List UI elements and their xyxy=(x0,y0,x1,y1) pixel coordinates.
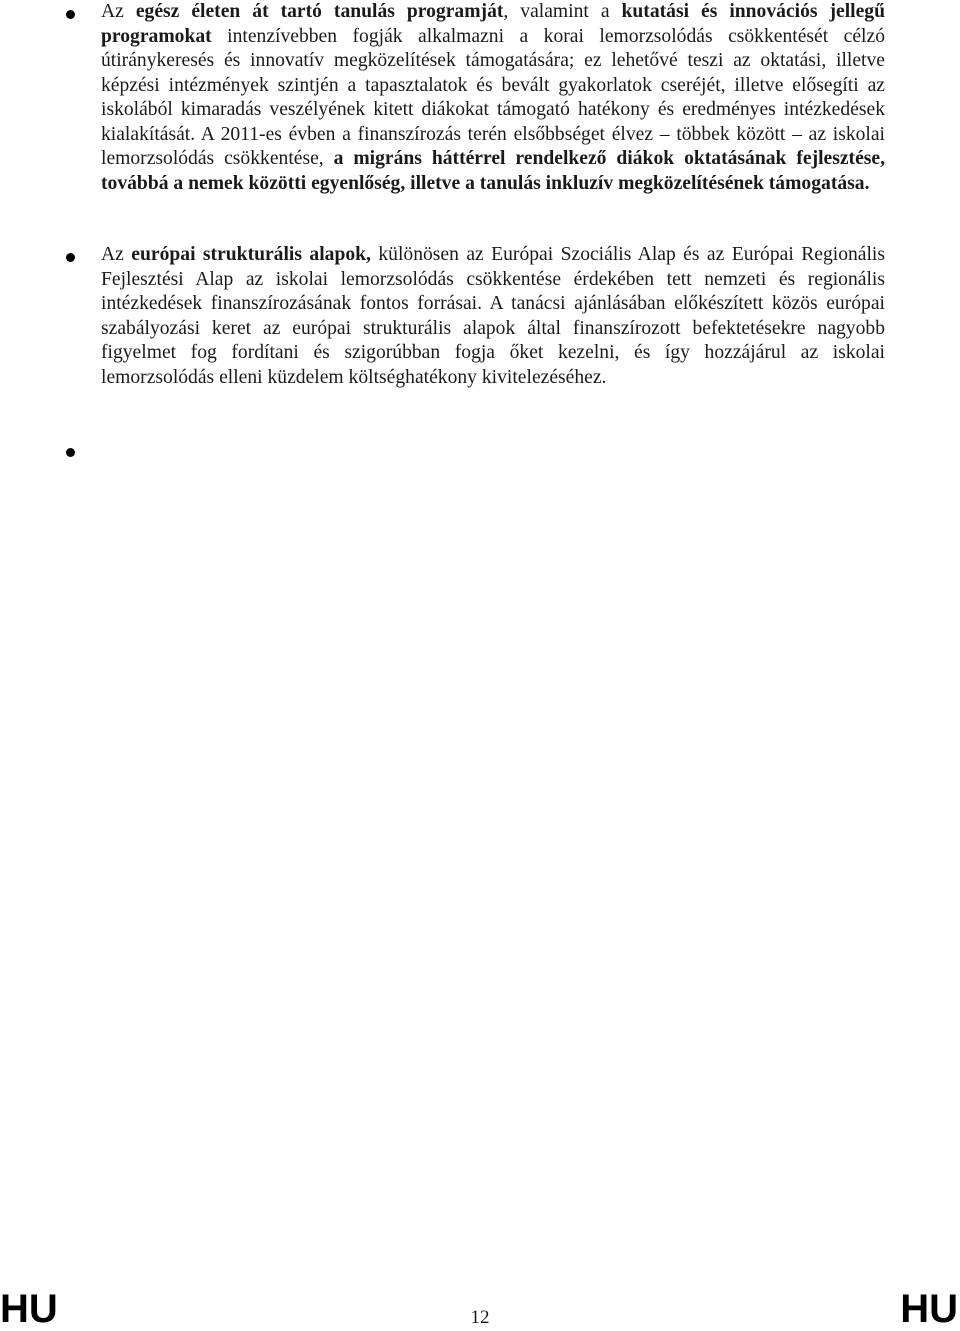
bullet-dot xyxy=(66,448,75,457)
text-segment: Az xyxy=(101,1,136,22)
text-segment: Az xyxy=(101,244,132,265)
page-number: 12 xyxy=(470,1307,490,1328)
footer-language-code-right: HU xyxy=(900,1287,958,1331)
bullet-dot xyxy=(66,253,75,262)
text-segment: különösen az Európai Szociális Alap és az Európai Regionális Fejlesztési Alap az iskolai lemorzsolódás csökkentése érdekében tett nemzeti és regionális intézkedések finanszírozásának fontos forrásai. A tanácsi ajánlásában előkészített közös európai szabályozási keret az európai strukturális alapok által finanszírozott befektetésekre nagyobb figyelmet fog fordítani és szigorúbban fogja őket kezelni, és így hozzájárul az iskolai lemorzsolódás elleni küzdelem költséghatékony kivitelezéséhez. xyxy=(101,244,885,388)
paragraph-structural-funds xyxy=(101,243,885,390)
paragraph-lifelong-learning xyxy=(101,0,885,196)
text-segment-bold: a migráns háttérrel rendelkező diákok oktatásának fejlesztése, továbbá a nemek közötti egyenlőség, illetve a tanulás inkluzív megközelítésének támogatása. xyxy=(101,148,886,194)
footer-language-code-left: HU xyxy=(0,1287,58,1331)
text-segment-bold: európai strukturális alapok, xyxy=(131,244,371,265)
bullet-dot xyxy=(66,10,75,19)
text-segment: intenzívebben fogják alkalmazni a korai lemorzsolódás csökkentését célzó útiránykeresés és innovatív megközelítések támogatására; ez lehetővé teszi az oktatási, illetve képzési intézmények szintjén a tapasztalatok és bevált gyakorlatok cseréjét, illetve elősegíti az iskolából kimaradás veszélyének kitett diákokat támogató hatékony és eredményes intézkedések kialakítását. A 2011-es évben a finanszírozás terén elsőbbséget élvez – többek között – az iskolai lemorzsolódás csökkentése, xyxy=(101,25,885,169)
text-segment-bold: kutatási és innovációs jellegű programokat xyxy=(101,1,885,47)
text-segment: , valamint a xyxy=(503,1,622,22)
text-segment-bold: egész életen át tartó tanulás programját xyxy=(135,1,504,22)
